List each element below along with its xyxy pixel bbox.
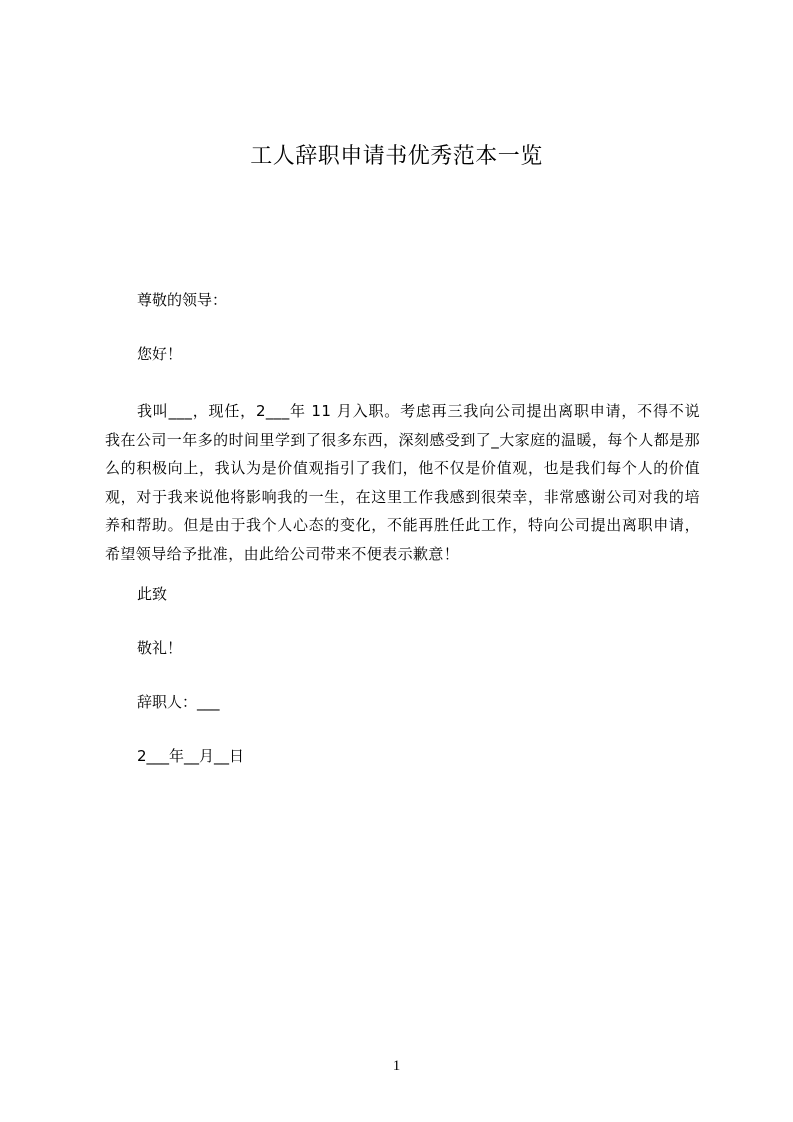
salutation: 尊敬的领导： [137,291,228,309]
closing-line-2: 敬礼！ [137,639,183,657]
page-title: 工人辞职申请书优秀范本一览 [250,144,543,169]
date-line: 2___年__月__日 [137,747,245,765]
body-paragraph: 我叫___，现任，2___年 11 月入职。考虑再三我向公司提出离职申请，不得不说我在公司一年多的时间里学到了很多东西，深刻感受到了_大家庭的温暖，每个人都是那么的积极向上，我认为是价值观指引了我们，他不仅是价值观，也是我们每个人的价值观，对于我来说他将影响我的一生，在这里工作我感到很荣幸，非常感谢公司对我的培养和帮助。但是由于我个人心态的变化，不能再胜任此工作，特向公司提出离职申请，希望领导给予批准，由此给公司带来不便表示歉意！ [105,402,700,563]
greeting: 您好！ [137,345,183,363]
page-number: 1 [392,1058,401,1074]
closing-line-1: 此致 [137,585,168,603]
signer-line: 辞职人：___ [137,693,220,711]
